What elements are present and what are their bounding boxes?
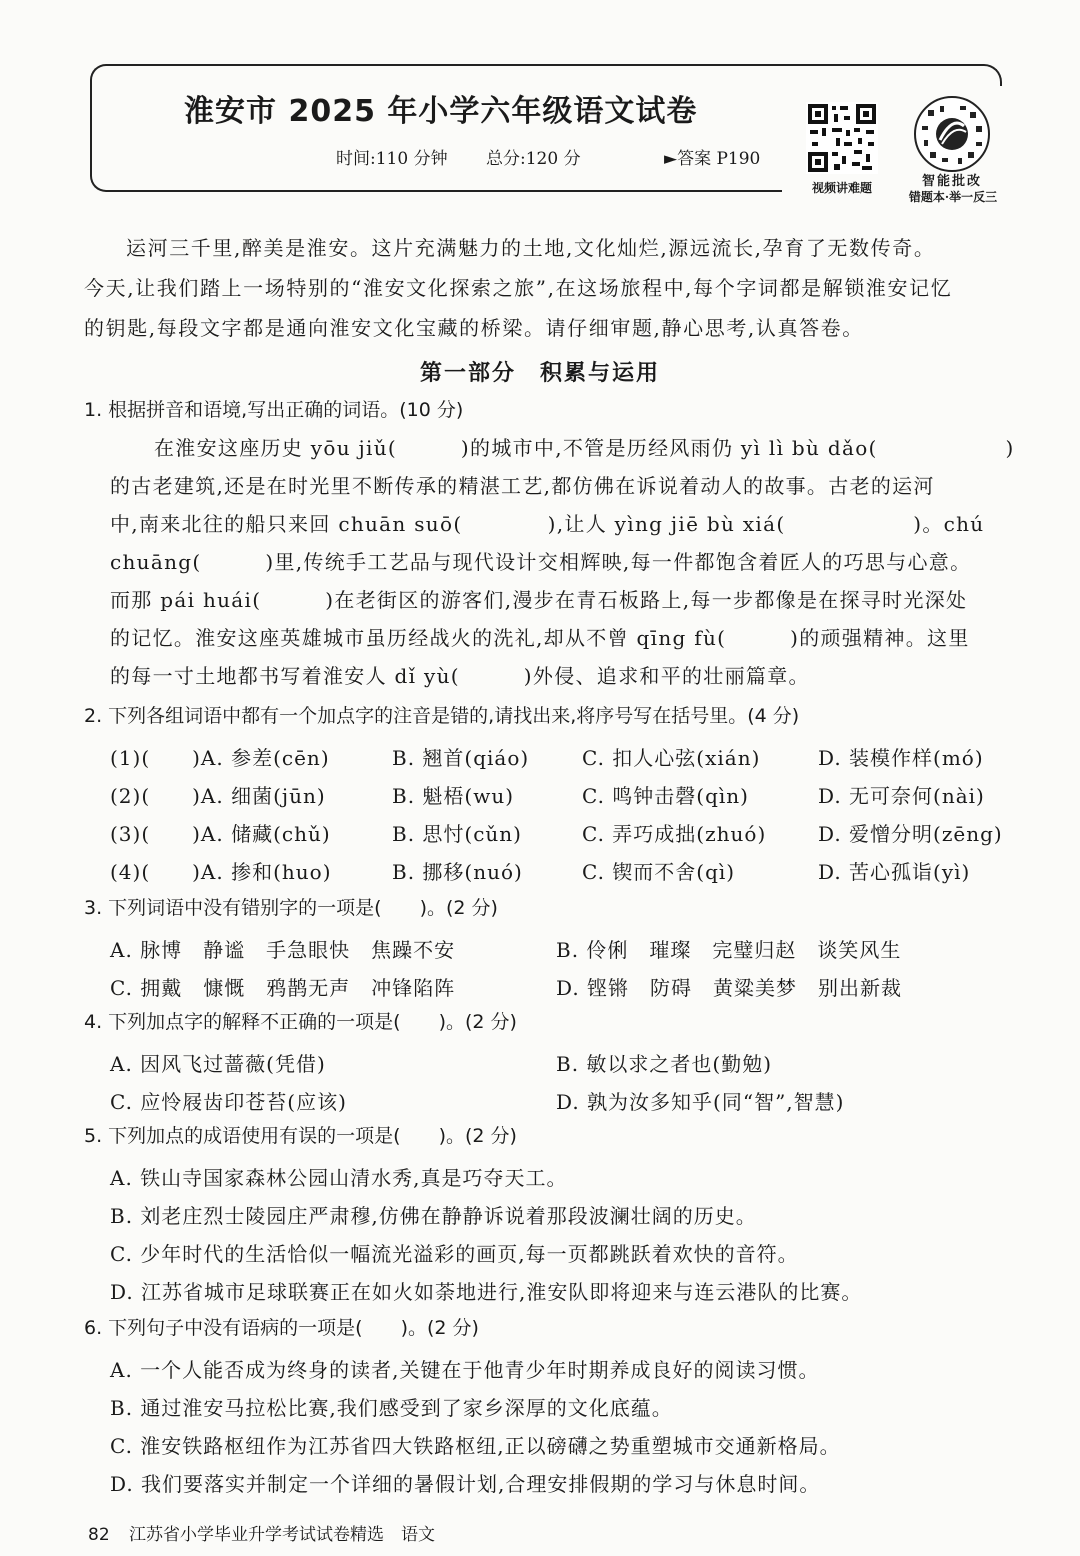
q6-option-a: A. 一个人能否成为终身的读者,关键在于他青少年时期养成良好的阅读习惯。 [110, 1358, 820, 1382]
q6-option-b: B. 通过淮安马拉松比赛,我们感受到了家乡深厚的文化底蕴。 [110, 1396, 673, 1420]
q3-option-b: B. 伶俐 璀璨 完璧归赵 谈笑风生 [556, 938, 902, 962]
exam-time: 时间:110 分钟 [336, 149, 448, 169]
q2-row1-option-a: (1)( )A. 参差(cēn) [110, 746, 330, 770]
video-qr-caption: 视频讲难题 [811, 181, 872, 195]
q6-option-d: D. 我们要落实并制定一个详细的暑假计划,合理安排假期的学习与休息时间。 [110, 1472, 821, 1496]
q3-option-d: D. 铿锵 防碍 黄粱美梦 别出新裁 [556, 976, 903, 1000]
q2-row4-option-a: (4)( )A. 掺和(huo) [110, 860, 332, 884]
q2-row1-option-b: B. 翘首(qiáo) [392, 746, 530, 770]
q4-option-d: D. 孰为汝多知乎(同“智”,智慧) [556, 1090, 845, 1114]
smart-grading-caption: 智能批改 [921, 174, 982, 189]
q4-option-c: C. 应怜屐齿印苍苔(应该) [110, 1090, 347, 1114]
question-1-line: 的古老建筑,还是在时光里不断传承的精湛工艺,都仿佛在诉说着动人的故事。古老的运河 [110, 474, 935, 498]
question-1-line: 的每一寸土地都书写着淮安人 dǐ yù( )外侵、追求和平的壮丽篇章。 [110, 664, 810, 688]
page-number: 82 [88, 1525, 110, 1545]
question-4-stem: 4. 下列加点字的解释不正确的一项是( )。(2 分) [84, 1011, 517, 1033]
book-title: 江苏省小学毕业升学考试试卷精选 语文 [129, 1525, 436, 1545]
q2-row3-option-b: B. 思忖(cǔn) [392, 822, 522, 846]
q3-option-c: C. 拥戴 慷慨 鸦鹊无声 冲锋陷阵 [110, 976, 456, 1000]
question-1-line: 而那 pái huái( )在老街区的游客们,漫步在青石板路上,每一步都像是在探寻时光深处 [110, 588, 968, 612]
q2-row3-option-a: (3)( )A. 储藏(chǔ) [110, 822, 331, 846]
q5-option-b: B. 刘老庄烈士陵园庄严肃穆,仿佛在静静诉说着那段波澜壮阔的历史。 [110, 1204, 757, 1228]
q2-row3-option-d: D. 爱憎分明(zēng) [818, 822, 1003, 846]
q2-row1-option-c: C. 扣人心弦(xián) [582, 746, 761, 770]
intro-line: 运河三千里,醉美是淮安。这片充满魅力的土地,文化灿烂,源远流长,孕育了无数传奇。 [126, 236, 936, 260]
q2-row2-option-c: C. 鸣钟击磬(qìn) [582, 784, 749, 808]
q2-row4-option-c: C. 锲而不舍(qì) [582, 860, 736, 884]
q5-option-a: A. 铁山寺国家森林公园山清水秀,真是巧夺天工。 [110, 1166, 568, 1190]
question-1-line: 的记忆。淮安这座英雄城市虽历经战火的洗礼,却从不曾 qīng fù( )的顽强精神。这里 [110, 626, 970, 650]
q4-option-a: A. 因风飞过蔷薇(凭借) [110, 1052, 326, 1076]
video-qr-code-icon[interactable] [806, 102, 878, 174]
question-1-line: 中,南来北往的船只来回 chuān suō( ),让人 yìng jiē bù xiá( )。chú [110, 512, 985, 536]
paper-title: 淮安市 2025 年小学六年级语文试卷 [184, 94, 698, 129]
header-frame-curve [770, 64, 1002, 86]
q2-row2-option-d: D. 无可奈何(nài) [818, 784, 985, 808]
q3-option-a: A. 脉博 静谧 手急眼快 焦躁不安 [110, 938, 456, 962]
question-6-stem: 6. 下列句子中没有语病的一项是( )。(2 分) [84, 1317, 479, 1339]
q2-row4-option-b: B. 挪移(nuó) [392, 860, 523, 884]
question-5-stem: 5. 下列加点的成语使用有误的一项是( )。(2 分) [84, 1125, 517, 1147]
q2-row1-option-d: D. 装模作样(mó) [818, 746, 984, 770]
smart-grading-qr-code-icon[interactable] [914, 96, 990, 172]
question-2-stem: 2. 下列各组词语中都有一个加点字的注音是错的,请找出来,将序号写在括号里。(4 分) [84, 705, 800, 727]
exam-total-score: 总分:120 分 [486, 149, 581, 169]
q5-option-c: C. 少年时代的生活恰似一幅流光溢彩的画页,每一页都跳跃着欢快的音符。 [110, 1242, 799, 1266]
intro-line: 的钥匙,每段文字都是通向淮安文化宝藏的桥梁。请仔细审题,静心思考,认真答卷。 [84, 316, 864, 340]
question-1-line: chuāng( )里,传统手工艺品与现代设计交相辉映,每一件都饱含着匠人的巧思与心意。 [110, 550, 972, 574]
question-1-line: 在淮安这座历史 yōu jiǔ( )的城市中,不管是历经风雨仍 yì lì bù dǎo( ) [154, 436, 1015, 460]
section-title: 第一部分 积累与运用 [419, 361, 660, 386]
error-book-caption: 错题本·举一反三 [908, 190, 998, 204]
answer-page-ref: ►答案 P190 [664, 149, 761, 169]
q2-row4-option-d: D. 苦心孤诣(yì) [818, 860, 971, 884]
page-footer [88, 1520, 435, 1545]
q2-row3-option-c: C. 弄巧成拙(zhuó) [582, 822, 767, 846]
q2-row2-option-b: B. 魁梧(wu) [392, 784, 515, 808]
q5-option-d: D. 江苏省城市足球联赛正在如火如荼地进行,淮安队即将迎来与连云港队的比赛。 [110, 1280, 863, 1304]
q4-option-b: B. 敏以求之者也(勤勉) [556, 1052, 773, 1076]
q6-option-c: C. 淮安铁路枢纽作为江苏省四大铁路枢纽,正以磅礴之势重塑城市交通新格局。 [110, 1434, 841, 1458]
question-1-stem: 1. 根据拼音和语境,写出正确的词语。(10 分) [84, 399, 464, 421]
intro-line: 今天,让我们踏上一场特别的“淮安文化探索之旅”,在这场旅程中,每个字词都是解锁淮安记忆 [84, 276, 953, 300]
q2-row2-option-a: (2)( )A. 细菌(jūn) [110, 784, 326, 808]
question-3-stem: 3. 下列词语中没有错别字的一项是( )。(2 分) [84, 897, 498, 919]
